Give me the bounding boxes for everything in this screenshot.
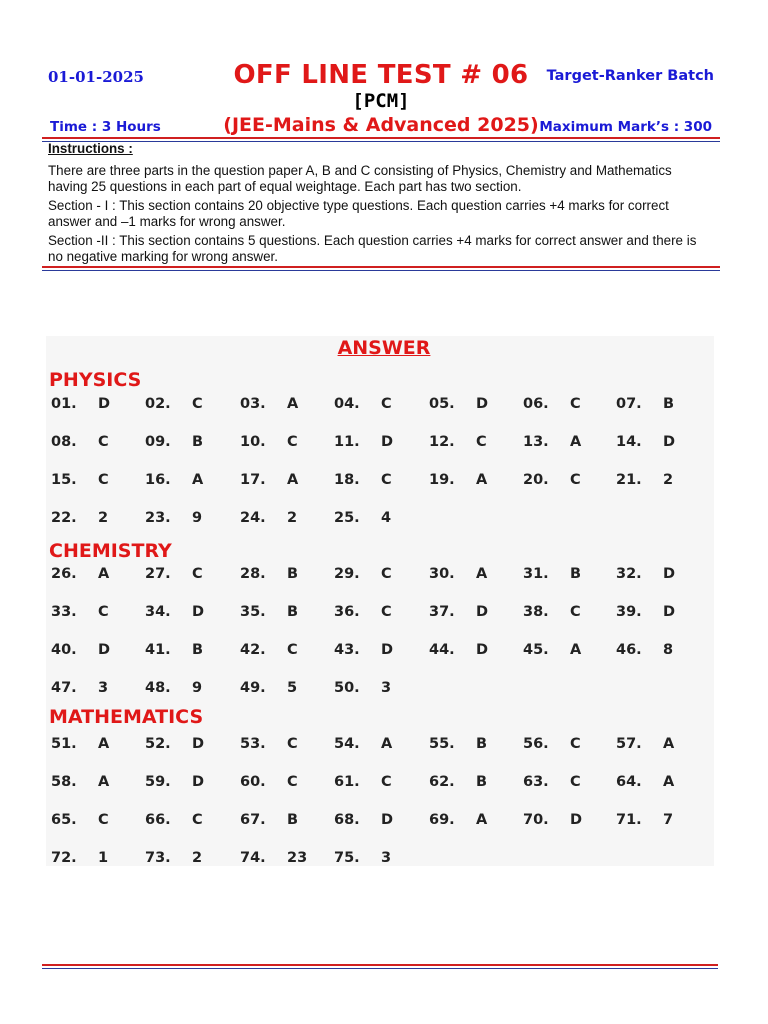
answer-item xyxy=(429,812,488,828)
answer-value: 2 xyxy=(98,510,109,526)
question-number: 35. xyxy=(240,604,266,620)
footer-divider xyxy=(42,964,718,969)
answer-item xyxy=(334,774,392,790)
answer-item xyxy=(429,736,488,752)
answer-item xyxy=(334,736,393,752)
question-number: 32. xyxy=(616,566,642,582)
answer-value: A xyxy=(476,812,488,828)
question-number: 46. xyxy=(616,642,642,658)
answer-value: B xyxy=(287,566,299,582)
question-number: 02. xyxy=(145,396,171,412)
question-number: 16. xyxy=(145,472,171,488)
question-number: 11. xyxy=(334,434,360,450)
answer-value: C xyxy=(287,642,298,658)
question-number: 10. xyxy=(240,434,266,450)
question-number: 28. xyxy=(240,566,266,582)
question-number: 55. xyxy=(429,736,455,752)
answer-value: 8 xyxy=(663,642,674,658)
question-number: 66. xyxy=(145,812,171,828)
answer-value: C xyxy=(192,566,203,582)
question-number: 41. xyxy=(145,642,171,658)
answer-item xyxy=(616,604,676,620)
question-number: 68. xyxy=(334,812,360,828)
answer-value: C xyxy=(570,472,581,488)
answer-item xyxy=(334,604,392,620)
answer-item xyxy=(51,566,110,582)
answer-value: B xyxy=(570,566,582,582)
question-number: 17. xyxy=(240,472,266,488)
instructions-divider xyxy=(42,266,720,271)
question-number: 13. xyxy=(523,434,549,450)
answer-item xyxy=(616,434,676,450)
answer-value: 9 xyxy=(192,680,203,696)
answer-item xyxy=(240,736,298,752)
answer-row xyxy=(0,566,768,586)
question-number: 30. xyxy=(429,566,455,582)
answer-item xyxy=(616,736,675,752)
question-number: 26. xyxy=(51,566,77,582)
answer-item xyxy=(429,566,488,582)
answer-value: C xyxy=(287,774,298,790)
answer-item xyxy=(51,774,110,790)
question-number: 31. xyxy=(523,566,549,582)
question-number: 12. xyxy=(429,434,455,450)
question-number: 06. xyxy=(523,396,549,412)
answer-value: D xyxy=(663,566,676,582)
question-number: 40. xyxy=(51,642,77,658)
answer-row xyxy=(0,812,768,832)
answer-value: C xyxy=(98,434,109,450)
answer-value: A xyxy=(476,566,488,582)
answer-item xyxy=(334,566,392,582)
answer-value: D xyxy=(570,812,583,828)
answer-item xyxy=(51,396,111,412)
question-number: 18. xyxy=(334,472,360,488)
answer-item xyxy=(51,472,109,488)
answer-value: C xyxy=(192,396,203,412)
question-number: 07. xyxy=(616,396,642,412)
question-number: 50. xyxy=(334,680,360,696)
answer-value: A xyxy=(98,774,110,790)
answer-item xyxy=(240,604,299,620)
question-number: 38. xyxy=(523,604,549,620)
answer-item xyxy=(145,774,205,790)
answer-item xyxy=(145,472,204,488)
answer-value: C xyxy=(381,472,392,488)
question-number: 37. xyxy=(429,604,455,620)
answer-value: D xyxy=(192,736,205,752)
answer-item xyxy=(145,812,203,828)
question-number: 70. xyxy=(523,812,549,828)
answer-item xyxy=(240,774,298,790)
answer-value: D xyxy=(381,812,394,828)
answer-item xyxy=(240,566,299,582)
test-title: OFF LINE TEST # 06 xyxy=(233,60,529,90)
answer-item xyxy=(334,434,394,450)
subject-heading-physics: PHYSICS xyxy=(49,369,142,391)
answer-item xyxy=(145,434,204,450)
answer-value: 5 xyxy=(287,680,298,696)
answer-value: 2 xyxy=(287,510,298,526)
test-duration: Time : 3 Hours xyxy=(50,119,161,135)
answer-item xyxy=(51,434,109,450)
question-number: 14. xyxy=(616,434,642,450)
answer-value: D xyxy=(192,604,205,620)
answer-row xyxy=(0,680,768,700)
subject-heading-mathematics: MATHEMATICS xyxy=(49,706,204,728)
answer-value: D xyxy=(663,604,676,620)
question-number: 72. xyxy=(51,850,77,866)
subject-group: [PCM] xyxy=(352,90,410,112)
question-number: 69. xyxy=(429,812,455,828)
question-number: 52. xyxy=(145,736,171,752)
instructions-paragraph-2: Section - I : This section contains 20 objective type questions. Each question carries +4 marks for correct answer and –1 marks for wrong answer. xyxy=(48,198,669,229)
question-number: 59. xyxy=(145,774,171,790)
answer-value: D xyxy=(476,642,489,658)
question-number: 21. xyxy=(616,472,642,488)
answer-item xyxy=(145,396,203,412)
answer-item xyxy=(51,510,109,526)
answer-value: 3 xyxy=(381,850,392,866)
answer-value: B xyxy=(476,736,488,752)
answer-value: 2 xyxy=(663,472,674,488)
answer-item xyxy=(334,472,392,488)
instructions-paragraph-1: There are three parts in the question paper A, B and C consisting of Physics, Chemistry and Mathematics having 25 questions in each part of equal weightage. Each part has two section. xyxy=(48,163,672,194)
answer-item xyxy=(616,472,674,488)
question-number: 42. xyxy=(240,642,266,658)
answer-value: C xyxy=(381,774,392,790)
answer-value: C xyxy=(287,434,298,450)
test-date: 01-01-2025 xyxy=(48,68,144,86)
answer-item xyxy=(145,736,205,752)
test-header xyxy=(42,58,720,144)
answer-value: A xyxy=(570,642,582,658)
answer-item xyxy=(616,396,675,412)
answer-value: D xyxy=(192,774,205,790)
answer-item xyxy=(523,396,581,412)
question-number: 67. xyxy=(240,812,266,828)
answer-value: 7 xyxy=(663,812,674,828)
question-number: 24. xyxy=(240,510,266,526)
answer-item xyxy=(429,396,489,412)
answer-value: C xyxy=(98,812,109,828)
answer-value: C xyxy=(570,774,581,790)
answer-value: 3 xyxy=(381,680,392,696)
answer-item xyxy=(616,774,675,790)
answer-row xyxy=(0,472,768,492)
answer-value: C xyxy=(98,604,109,620)
answer-item xyxy=(145,510,203,526)
answer-value: A xyxy=(570,434,582,450)
answer-item xyxy=(334,510,392,526)
question-number: 61. xyxy=(334,774,360,790)
answer-item xyxy=(334,680,392,696)
question-number: 57. xyxy=(616,736,642,752)
question-number: 23. xyxy=(145,510,171,526)
answer-value: A xyxy=(287,472,299,488)
question-number: 47. xyxy=(51,680,77,696)
answer-value: C xyxy=(381,396,392,412)
answer-item xyxy=(240,642,298,658)
question-number: 29. xyxy=(334,566,360,582)
question-number: 74. xyxy=(240,850,266,866)
answer-value: D xyxy=(476,396,489,412)
answer-value: D xyxy=(381,642,394,658)
question-number: 22. xyxy=(51,510,77,526)
question-number: 48. xyxy=(145,680,171,696)
answer-item xyxy=(240,850,308,866)
answer-value: 9 xyxy=(192,510,203,526)
answer-item xyxy=(523,566,582,582)
answer-value: A xyxy=(98,736,110,752)
question-number: 51. xyxy=(51,736,77,752)
exam-name: (JEE-Mains & Advanced 2025) xyxy=(223,114,539,136)
answer-title: ANSWER xyxy=(337,337,431,359)
question-number: 56. xyxy=(523,736,549,752)
answer-row xyxy=(0,850,768,870)
answer-item xyxy=(51,604,109,620)
question-number: 49. xyxy=(240,680,266,696)
answer-item xyxy=(616,812,674,828)
question-number: 65. xyxy=(51,812,77,828)
question-number: 01. xyxy=(51,396,77,412)
answer-item xyxy=(523,736,581,752)
question-number: 34. xyxy=(145,604,171,620)
question-number: 60. xyxy=(240,774,266,790)
answer-value: D xyxy=(381,434,394,450)
question-number: 08. xyxy=(51,434,77,450)
answer-value: B xyxy=(476,774,488,790)
answer-value: C xyxy=(381,604,392,620)
answer-value: 4 xyxy=(381,510,392,526)
question-number: 25. xyxy=(334,510,360,526)
answer-value: C xyxy=(570,604,581,620)
answer-item xyxy=(616,566,676,582)
answer-row xyxy=(0,510,768,530)
answer-value: C xyxy=(570,396,581,412)
question-number: 15. xyxy=(51,472,77,488)
question-number: 45. xyxy=(523,642,549,658)
answer-item xyxy=(334,642,394,658)
answer-value: 1 xyxy=(98,850,109,866)
question-number: 58. xyxy=(51,774,77,790)
question-number: 71. xyxy=(616,812,642,828)
answer-row xyxy=(0,434,768,454)
answer-item xyxy=(240,680,298,696)
instructions-paragraph-3: Section -II : This section contains 5 questions. Each question carries +4 marks for correct answer and there is no negative marking for wrong answer. xyxy=(48,233,697,264)
answer-value: A xyxy=(98,566,110,582)
instructions-heading: Instructions : xyxy=(48,141,133,156)
answer-value: B xyxy=(287,812,299,828)
answer-row xyxy=(0,736,768,756)
answer-item xyxy=(523,472,581,488)
question-number: 09. xyxy=(145,434,171,450)
question-number: 03. xyxy=(240,396,266,412)
answer-item xyxy=(429,774,488,790)
batch-name: Target-Ranker Batch xyxy=(546,68,714,84)
answer-value: A xyxy=(192,472,204,488)
answer-value: C xyxy=(476,434,487,450)
answer-item xyxy=(334,812,394,828)
answer-row xyxy=(0,642,768,662)
question-number: 05. xyxy=(429,396,455,412)
question-number: 36. xyxy=(334,604,360,620)
instructions-block xyxy=(48,141,713,268)
answer-value: D xyxy=(663,434,676,450)
answer-value: A xyxy=(381,736,393,752)
answer-item xyxy=(429,642,489,658)
question-number: 39. xyxy=(616,604,642,620)
answer-item xyxy=(51,736,110,752)
answer-item xyxy=(334,396,392,412)
answer-value: A xyxy=(476,472,488,488)
answer-value: A xyxy=(287,396,299,412)
answer-item xyxy=(523,434,582,450)
answer-value: A xyxy=(663,774,675,790)
answer-item xyxy=(523,604,581,620)
answer-item xyxy=(145,642,204,658)
question-number: 53. xyxy=(240,736,266,752)
answer-item xyxy=(145,566,203,582)
question-number: 27. xyxy=(145,566,171,582)
question-number: 63. xyxy=(523,774,549,790)
answer-item xyxy=(429,604,489,620)
answer-value: B xyxy=(663,396,675,412)
answer-value: C xyxy=(570,736,581,752)
answer-row xyxy=(0,604,768,624)
answer-item xyxy=(334,850,392,866)
answer-item xyxy=(616,642,674,658)
answer-item xyxy=(240,472,299,488)
maximum-marks: Maximum Mark’s : 300 xyxy=(539,119,712,135)
answer-value: C xyxy=(98,472,109,488)
question-number: 33. xyxy=(51,604,77,620)
question-number: 62. xyxy=(429,774,455,790)
answer-value: 23 xyxy=(287,850,308,866)
answer-item xyxy=(523,774,581,790)
question-number: 04. xyxy=(334,396,360,412)
answer-item xyxy=(240,812,299,828)
answer-item xyxy=(429,472,488,488)
answer-row xyxy=(0,396,768,416)
question-number: 64. xyxy=(616,774,642,790)
answer-value: C xyxy=(381,566,392,582)
answer-value: A xyxy=(663,736,675,752)
answer-value: D xyxy=(476,604,489,620)
answer-item xyxy=(240,510,298,526)
answer-value: D xyxy=(98,642,111,658)
question-number: 20. xyxy=(523,472,549,488)
answer-row xyxy=(0,774,768,794)
answer-item xyxy=(51,850,109,866)
question-number: 43. xyxy=(334,642,360,658)
answer-item xyxy=(145,604,205,620)
question-number: 19. xyxy=(429,472,455,488)
answer-value: D xyxy=(98,396,111,412)
answer-value: C xyxy=(192,812,203,828)
answer-item xyxy=(51,812,109,828)
answer-item xyxy=(240,396,299,412)
answer-item xyxy=(523,642,582,658)
answer-item xyxy=(51,642,111,658)
answer-value: 3 xyxy=(98,680,109,696)
answer-item xyxy=(51,680,109,696)
answer-item xyxy=(523,812,583,828)
answer-value: B xyxy=(192,642,204,658)
question-number: 73. xyxy=(145,850,171,866)
question-number: 75. xyxy=(334,850,360,866)
answer-item xyxy=(240,434,298,450)
answer-item xyxy=(145,850,203,866)
answer-value: 2 xyxy=(192,850,203,866)
answer-item xyxy=(145,680,203,696)
question-number: 54. xyxy=(334,736,360,752)
answer-value: C xyxy=(287,736,298,752)
subject-heading-chemistry: CHEMISTRY xyxy=(49,540,172,562)
question-number: 44. xyxy=(429,642,455,658)
answer-value: B xyxy=(192,434,204,450)
answer-value: B xyxy=(287,604,299,620)
answer-item xyxy=(429,434,487,450)
